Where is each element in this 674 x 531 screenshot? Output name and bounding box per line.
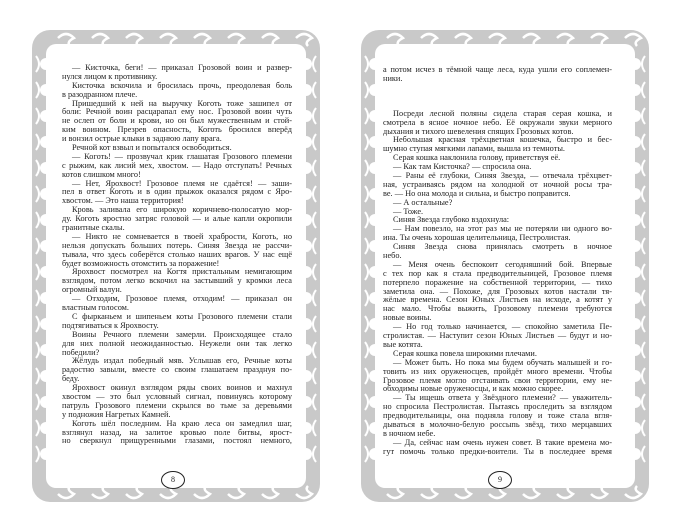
text-line: потерпело поражение на собственной территории, — тихо (383, 277, 612, 287)
section-break (383, 84, 612, 110)
text-line: — Отходим, Грозовое племя, отходим! — приказал он (72, 294, 292, 304)
text-line: — Меня очень беспокоит сегодняшний бой. Впервые (393, 259, 612, 269)
text-line: — Тоже. (393, 206, 424, 216)
text-line: победили? (62, 347, 100, 357)
text-line: стролистая. — Наступит сезон Юных Листьев — будут и но- (383, 331, 612, 341)
page-text (62, 64, 292, 446)
text-line: гранитные скалы. (62, 223, 125, 233)
text-line: в разодранном плече. (62, 89, 138, 99)
text-line: — Никто не сомневается в твоей храбрости, Коготь, но (72, 231, 292, 241)
text-line: ина. Ты очень хорошая целительница, Пестролистая. (383, 233, 571, 243)
text-line: смотрела в ясное ночное небо. Её окружали звуки мерного (383, 117, 612, 127)
text-line: товить из них оруженосцев, пройдёт много времени. Чтобы (383, 366, 612, 376)
text-line: — Кисточка, беги! — приказал Грозовой воин и развер- (72, 63, 292, 72)
text-line: гут помочь только предки-воители. Ты в последнее время (383, 446, 612, 456)
text-line: а потом исчез в тёмной чаще леса, куда ушли его соплемен- (383, 65, 612, 74)
text-line: — Нет, Ярохвост! Грозовое племя не сдаётся! — заши- (72, 178, 292, 188)
text-line: Небольшая красная трёхцветная кошечка, быстро и бес- (393, 135, 612, 145)
text-line: — Может быть. Но пока мы будем обучать малышей и го- (393, 357, 612, 367)
text-line: патруль Грозового племени скрылся во тьме за деревьями (62, 400, 292, 410)
text-line: Грозовое племя могло отстаивать свои территории, ему не- (383, 375, 612, 385)
text-line: с рыжим, как лисий мех, хвостом. — Надо отступать! Речных (62, 160, 292, 170)
text-line: вые котята. (383, 339, 423, 349)
text-line: Синяя Звезда снова принялась смотреть в ночное (393, 242, 612, 252)
page-number: 8 (161, 471, 185, 489)
page-number: 9 (488, 471, 512, 489)
text-line: но спросила Пестролистая. Пытаясь проследить за взглядом (383, 402, 612, 412)
right-page (337, 0, 674, 531)
text-line: нулся лицом к противнику. (62, 71, 158, 81)
text-line: С фырканьем и шипеньем коты Грозового племени стали (72, 311, 292, 321)
text-line: — Коготь! — прозвучал крик глашатая Грозового племени (72, 151, 292, 161)
text-line: властным голосом. (62, 303, 130, 313)
text-line: шумно ступая мягкими лапами, вышла из темноты. (383, 144, 565, 154)
text-line: Синяя Звезда глубоко вздохнула: (393, 215, 510, 225)
text-line: Кровь заливала его широкую коричнево-полосатую мор- (72, 205, 292, 215)
text-line: хвостом. — Это наша территория! (62, 196, 184, 206)
text-line: — Но год только начинается, — спокойно заметила Пе- (393, 322, 612, 332)
text-line: нас мало. Чтобы выжить, Грозовому племени требуются (383, 304, 612, 314)
text-line: Коготь шёл последним. На краю леса он замедлил шаг, (72, 418, 292, 428)
text-line: — Да, сейчас нам очень нужен совет. В такие времена мо- (393, 437, 612, 447)
text-line: жёлые времена. Сезон Юных Листьев на исходе, а котят у (383, 295, 612, 305)
text-line: ду. Коготь яростно затряс головой — и алые капли окропили (62, 214, 292, 224)
text-line: ве. — Но она молода и сильна, и быстро поправится. (383, 188, 571, 198)
text-line: беду. (62, 374, 80, 384)
text-line: Посреди лесной поляны сидела старая серая кошка, и (393, 108, 612, 118)
text-line: Серая кошка повела широкими плечами. (393, 348, 537, 358)
text-line: ники. (383, 73, 403, 83)
text-line: хвостом — это был условный сигнал, повинуясь которому (62, 391, 292, 401)
text-line: взглянул назад, на залитое кровью поле битвы, ярост- (62, 427, 292, 437)
text-line: не ослеп от боли и крови, но он был мужественным и стой- (62, 116, 292, 126)
text-line: ким воином. Презрев опасность, Коготь бросился вперёд (62, 125, 292, 135)
text-line: обходимы новые оруженосцы, и как можно скорее. (383, 384, 564, 394)
text-line: но сверкнул прищуренными глазами, постоял немного, (62, 436, 292, 446)
text-line: — Раны её глубоки, Синяя Звезда, — отвечала трёхцвет- (393, 171, 612, 181)
text-line: ная, устраиваясь рядом на холодной от ночной росы тра- (383, 179, 612, 189)
text-line: пел в ответ Коготь и в один прыжок оказался рядом с Яро- (62, 187, 292, 197)
text-line: и вонзил острые клыки в заднюю лапу врага. (62, 134, 222, 144)
text-line: в ночном небе. (383, 428, 436, 438)
text-line: Ярохвост посмотрел на Когтя пристальным немигающим (72, 267, 292, 277)
text-line: Ярохвост окинул взглядом ряды своих воинов и махнул (72, 383, 292, 393)
text-line: котов слишком много! (62, 169, 141, 179)
text-line: Воины Речного племени замерли. Происходящее стало (72, 329, 292, 339)
text-line: — Как там Кисточка? — спросила она. (393, 162, 532, 172)
page-text (383, 66, 612, 457)
text-line: у подножия Нагретых Камней. (62, 409, 171, 419)
text-line: Жёлудь издал победный мяв. Услышав его, Речные коты (72, 356, 292, 366)
text-line: с тех пор как я стала предводительницей, Грозовое племя (383, 268, 612, 278)
text-line: боли: Речной воин расцарапал ему нос. Грозовой воин чуть (62, 107, 292, 117)
text-line: — А остальные? (393, 197, 453, 207)
text-line: радостно завыли, вместе со своим глашатаем празднуя по- (62, 365, 292, 375)
text-line: подтягиваться к Ярохвосту. (62, 320, 159, 330)
text-line: новые воины. (383, 313, 432, 323)
text-line: Пришедший к ней на выручку Коготь тоже зашипел от (72, 98, 292, 108)
text-line: для них полной неожиданностью. Неужели они так легко (62, 338, 292, 348)
text-line: дыхания и тихого шевеления спящих Грозовых котов. (383, 126, 574, 136)
text-line: Серая кошка наклонила голову, приветствуя её. (393, 153, 561, 163)
text-line: предводительницы, она подняла голову и тоже стала вгля- (383, 411, 612, 421)
text-line: взглядом, потом легко вскочил на застывший у кромки леса (62, 276, 292, 286)
text-line: тывала, что здесь соберётся столько наших врагов. У нас ещё (62, 249, 292, 259)
text-line: — Ты ищешь ответа у Звёздного племени? — уважитель- (393, 393, 612, 403)
text-line: небо. (383, 251, 402, 261)
text-line: Речной кот взвыл и попытался освободиться. (72, 143, 232, 153)
text-line: дываться в молочно-белую россыпь звёзд, тихо мерцавших (383, 419, 612, 429)
text-line: огромный валун. (62, 285, 122, 295)
text-line: Кисточка вскочила и бросилась прочь, преодолевая боль (72, 80, 292, 90)
text-line: нельзя допускать больших потерь. Синяя Звезда не рассчи- (62, 240, 292, 250)
text-line: будет возможность отомстить за поражение! (62, 258, 220, 268)
text-line: заметила она. — Похоже, для Грозовых котов настали тя- (383, 286, 612, 296)
text-line: — Нам повезло, на этот раз мы не потеряли ни одного во- (393, 224, 612, 234)
